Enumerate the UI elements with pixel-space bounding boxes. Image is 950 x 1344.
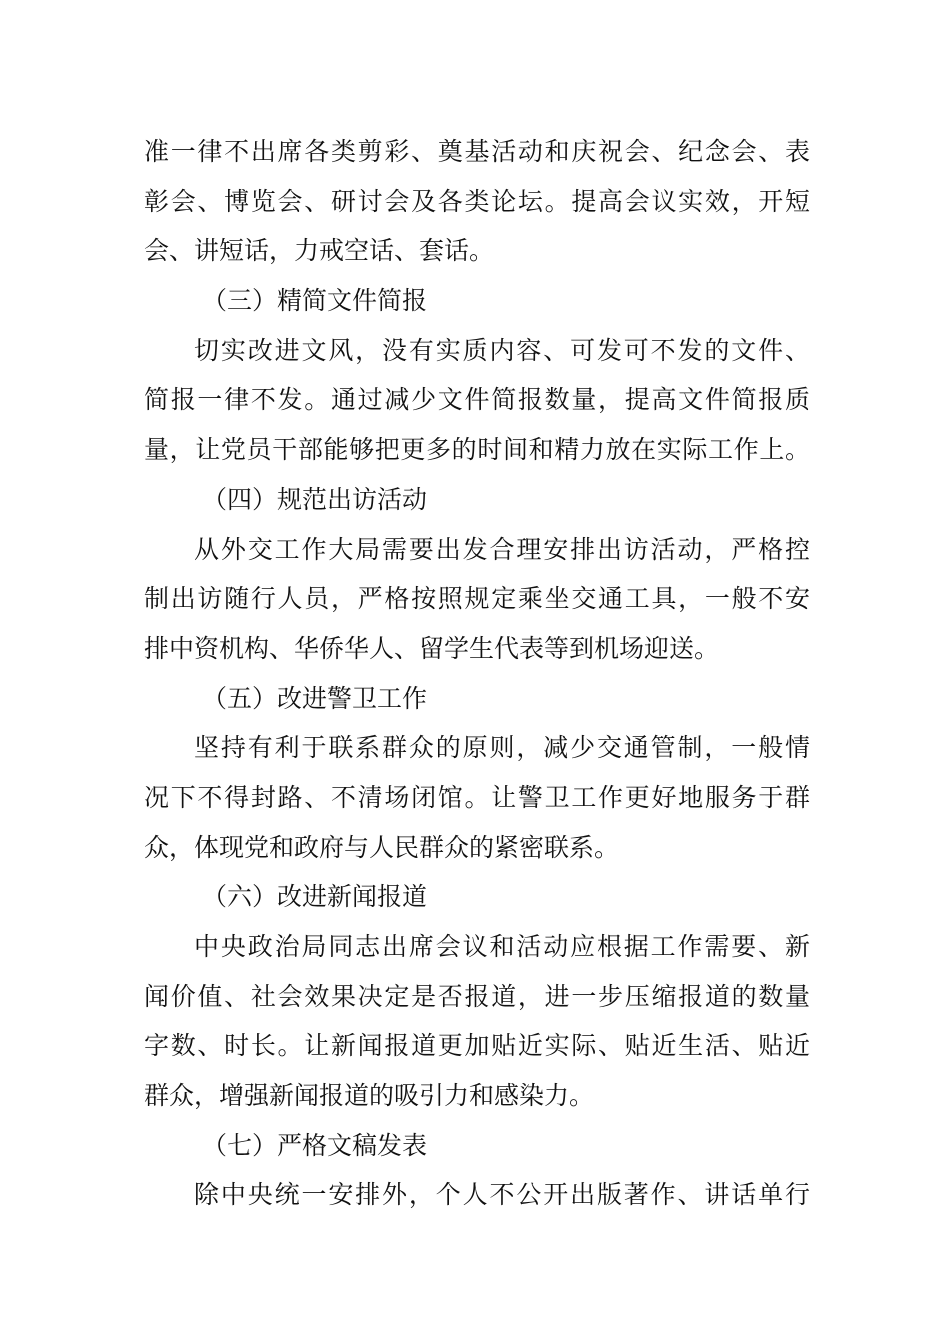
section-heading: （六）改进新闻报道 bbox=[202, 882, 428, 912]
paragraph-line: 闻价值、社会效果决定是否报道，进一步压缩报道的数量 bbox=[144, 981, 810, 1011]
paragraph-line: 会、讲短话，力戒空话、套话。 bbox=[144, 236, 495, 266]
paragraph-line: 况下不得封路、不清场闭馆。让警卫工作更好地服务于群 bbox=[144, 782, 810, 812]
section-heading: （五）改进警卫工作 bbox=[202, 683, 428, 713]
paragraph-line: 坚持有利于联系群众的原则，减少交通管制，一般情 bbox=[194, 733, 810, 763]
paragraph-line: 量，让党员干部能够把更多的时间和精力放在实际工作上。 bbox=[144, 435, 810, 465]
paragraph-line: 字数、时长。让新闻报道更加贴近实际、贴近生活、贴近 bbox=[144, 1031, 810, 1061]
paragraph-line: 简报一律不发。通过减少文件简报数量，提高文件简报质 bbox=[144, 385, 810, 415]
paragraph-line: 彰会、博览会、研讨会及各类论坛。提高会议实效，开短 bbox=[144, 186, 810, 216]
paragraph-line: 除中央统一安排外，个人不公开出版著作、讲话单行 bbox=[194, 1180, 810, 1210]
section-heading: （七）严格文稿发表 bbox=[202, 1130, 428, 1160]
paragraph-line: 中央政治局同志出席会议和活动应根据工作需要、新 bbox=[194, 932, 810, 961]
paragraph-line: 众，体现党和政府与人民群众的紧密联系。 bbox=[144, 832, 620, 862]
paragraph-line: 群众，增强新闻报道的吸引力和感染力。 bbox=[144, 1081, 595, 1111]
paragraph-line: 准一律不出席各类剪彩、奠基活动和庆祝会、纪念会、表 bbox=[144, 137, 810, 166]
paragraph-line: 从外交工作大局需要出发合理安排出访活动，严格控 bbox=[194, 534, 810, 564]
section-heading: （三）精简文件简报 bbox=[202, 286, 428, 316]
paragraph-line: 切实改进文风，没有实质内容、可发可不发的文件、 bbox=[194, 335, 810, 365]
document-body bbox=[144, 127, 810, 1220]
paragraph-line: 排中资机构、华侨华人、留学生代表等到机场迎送。 bbox=[144, 633, 720, 663]
section-heading: （四）规范出访活动 bbox=[202, 484, 428, 514]
paragraph-line: 制出访随行人员，严格按照规定乘坐交通工具，一般不安 bbox=[144, 584, 810, 614]
